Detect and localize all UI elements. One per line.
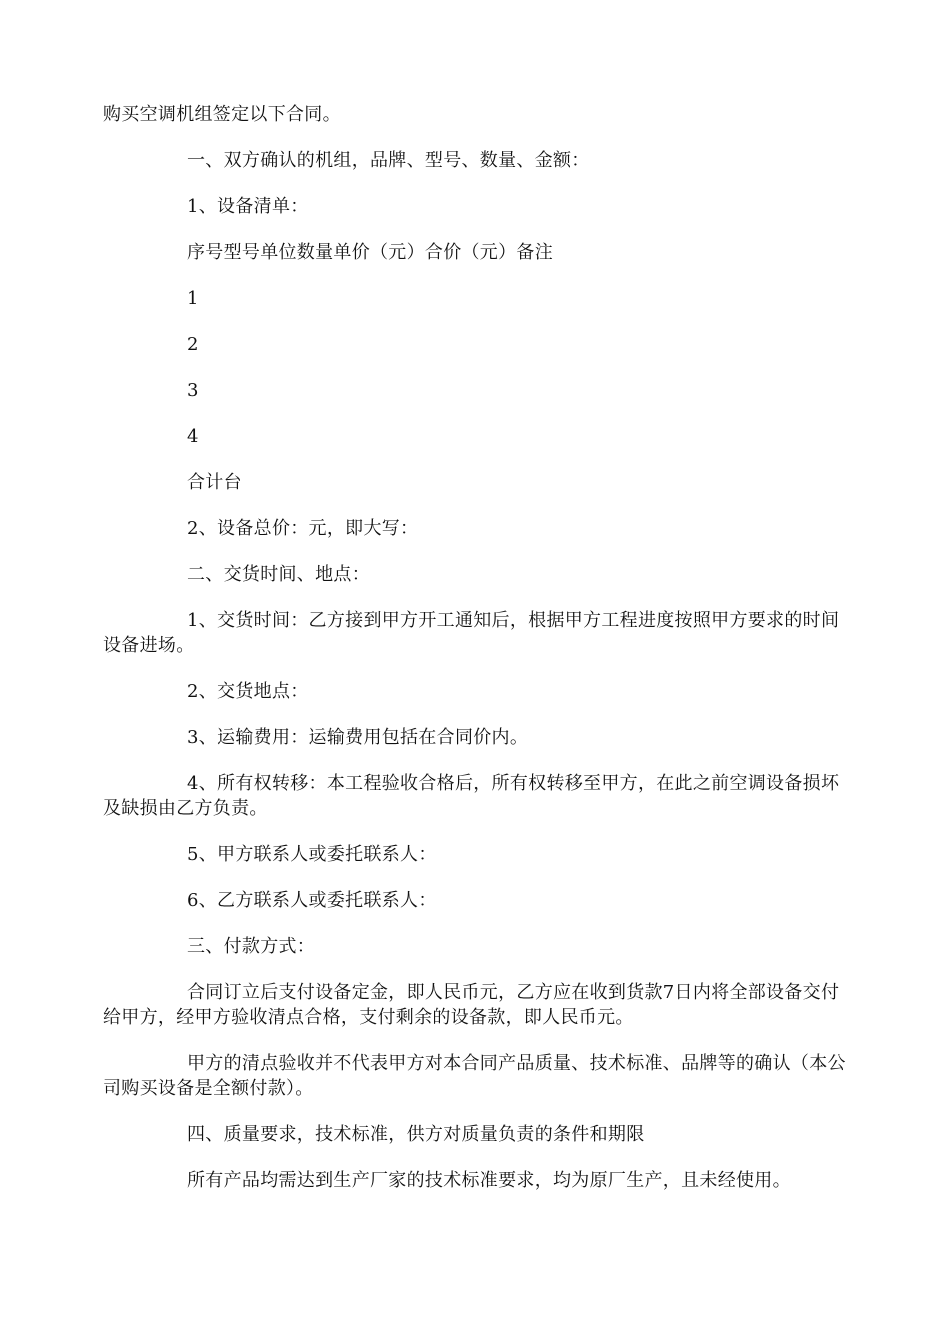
section-three-heading: 三、付款方式： xyxy=(187,936,316,957)
delivery-time-paragraph: 1、交货时间：乙方接到甲方开工通知后，根据甲方工程进度按照甲方要求的时间设备进场。 xyxy=(103,610,840,656)
delivery-place-paragraph: 2、交货地点： xyxy=(187,681,309,702)
equipment-total-price: 2、设备总价：元，即大写： xyxy=(187,518,419,539)
section-four-heading: 四、质量要求，技术标准，供方对质量负责的条件和期限 xyxy=(187,1124,645,1145)
quality-requirement-paragraph: 所有产品均需达到生产厂家的技术标准要求，均为原厂生产，且未经使用。 xyxy=(187,1170,791,1191)
equipment-total-row: 合计台 xyxy=(187,472,242,493)
party-a-contact-paragraph: 5、甲方联系人或委托联系人： xyxy=(187,844,437,865)
ownership-transfer-paragraph: 4、所有权转移：本工程验收合格后，所有权转移至甲方，在此之前空调设备损坏及缺损由乙方负责。 xyxy=(103,773,840,819)
equipment-row-3: 3 xyxy=(187,380,199,401)
intro-paragraph: 购买空调机组签定以下合同。 xyxy=(103,104,341,125)
acceptance-note-paragraph: 甲方的清点验收并不代表甲方对本合同产品质量、技术标准、品牌等的确认（本公司购买设备是全额付款）。 xyxy=(103,1053,846,1099)
equipment-list-heading: 1、设备清单： xyxy=(187,196,309,217)
section-two-heading: 二、交货时间、地点： xyxy=(187,564,370,585)
contract-body xyxy=(103,102,848,1214)
equipment-table-header: 序号型号单位数量单价（元）合价（元）备注 xyxy=(187,242,553,263)
payment-terms-paragraph: 合同订立后支付设备定金，即人民币元，乙方应在收到货款7日内将全部设备交付给甲方，经甲方验收清点合格，支付剩余的设备款，即人民币元。 xyxy=(103,982,840,1028)
equipment-row-2: 2 xyxy=(187,334,199,355)
transport-cost-paragraph: 3、运输费用：运输费用包括在合同价内。 xyxy=(187,727,529,748)
section-one-heading: 一、双方确认的机组，品牌、型号、数量、金额： xyxy=(187,150,590,171)
party-b-contact-paragraph: 6、乙方联系人或委托联系人： xyxy=(187,890,437,911)
equipment-row-1: 1 xyxy=(187,288,199,309)
equipment-row-4: 4 xyxy=(187,426,199,447)
